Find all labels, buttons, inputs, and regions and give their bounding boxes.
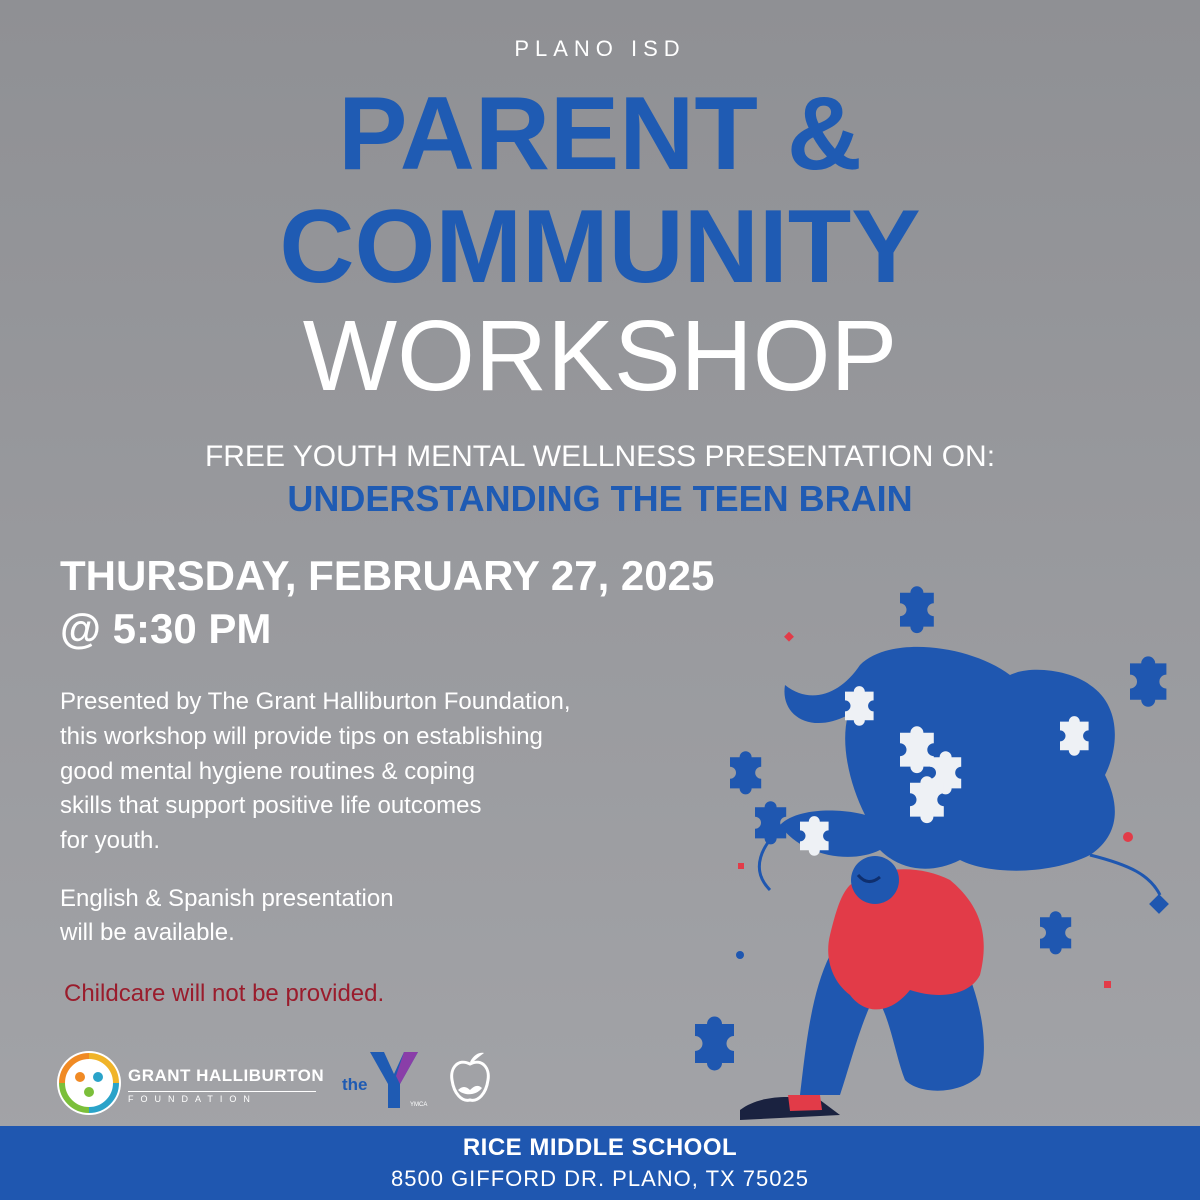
title-line-1: PARENT & bbox=[338, 76, 862, 192]
event-time: @ 5:30 PM bbox=[60, 605, 272, 652]
description bbox=[60, 685, 710, 859]
description-line: Presented by The Grant Halliburton Foundation, bbox=[60, 688, 571, 715]
grant-halliburton-subtitle: FOUNDATION bbox=[128, 1094, 257, 1104]
apple-hand-logo bbox=[446, 1050, 494, 1117]
grant-halliburton-logo bbox=[56, 1050, 122, 1121]
ymca-logo bbox=[340, 1048, 430, 1117]
topic-title: UNDERSTANDING THE TEEN BRAIN bbox=[287, 478, 913, 519]
logo-divider bbox=[128, 1091, 316, 1092]
ymca-the-text: the bbox=[342, 1075, 368, 1094]
sweater-shape bbox=[828, 869, 984, 1009]
description-line: for youth. bbox=[60, 827, 161, 855]
description-line: this workshop will provide tips on establishing bbox=[60, 722, 543, 750]
description-line: good mental hygiene routines & coping bbox=[60, 757, 475, 785]
language-line: English & Spanish presentation bbox=[60, 885, 394, 912]
childcare-note: Childcare will not be provided. bbox=[64, 980, 385, 1007]
teen-illustration bbox=[690, 575, 1190, 1135]
subtitle: FREE YOUTH MENTAL WELLNESS PRESENTATION ON: bbox=[204, 440, 996, 473]
ymca-small-text: YMCA bbox=[410, 1102, 428, 1108]
description-line: skills that support positive life outcomes bbox=[60, 792, 482, 820]
language-note bbox=[60, 882, 560, 949]
event-date: THURSDAY, FEBRUARY 27, 2025 bbox=[60, 552, 715, 599]
district-label: PLANO ISD bbox=[514, 36, 686, 61]
language-line: will be available. bbox=[60, 918, 235, 946]
title-line-3: WORKSHOP bbox=[302, 300, 898, 412]
venue-name: RICE MIDDLE SCHOOL bbox=[462, 1134, 738, 1161]
venue-address: 8500 GIFFORD DR. PLANO, TX 75025 bbox=[391, 1166, 809, 1191]
title-line-2: COMMUNITY bbox=[279, 189, 921, 305]
grant-halliburton-name: GRANT HALLIBURTON bbox=[128, 1066, 325, 1085]
